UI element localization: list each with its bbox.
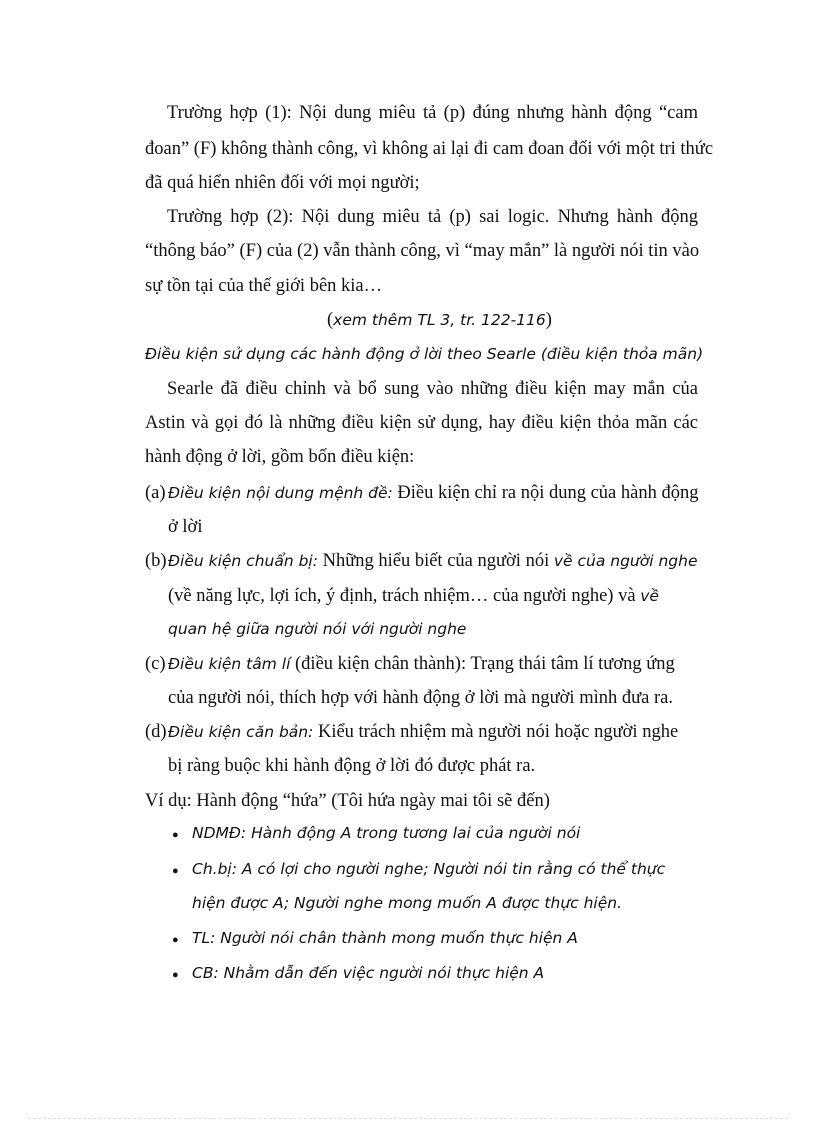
- reference-text: xem thêm TL 3, tr. 122-116: [333, 311, 546, 329]
- condition-c-text1: (điều kiện chân thành): Trạng thái tâm lí tương ứng: [290, 654, 675, 674]
- condition-b-text2a: (về năng lực, lợi ích, ý định, trách nhiệm… của người nghe) và: [168, 586, 641, 606]
- reference: [327, 311, 552, 330]
- bullet-icon: ●: [172, 969, 179, 981]
- condition-c-term: Điều kiện tâm lí: [168, 655, 291, 673]
- page-bottom-rule: [28, 1118, 788, 1119]
- para2-line1: Trường hợp (2): Nội dung miêu tả (p) sai logic. Nhưng hành động: [167, 207, 698, 227]
- bullet-icon: ●: [172, 829, 179, 841]
- para3-line2: Astin và gọi đó là những điều kiện sử dụng, hay điều kiện thỏa mãn các: [145, 413, 698, 433]
- condition-b-mark: (b): [145, 551, 167, 571]
- bullet-item-4: CB: Nhằm dẫn đến việc người nói thực hiện A: [192, 964, 545, 982]
- example-line: Ví dụ: Hành động “hứa” (Tôi hứa ngày mai tôi sẽ đến): [145, 791, 550, 811]
- condition-d-term: Điều kiện căn bản:: [168, 723, 314, 741]
- para2-line2: “thông báo” (F) của (2) vẫn thành công, vì “may mắn” là người nói tin vào: [145, 241, 700, 261]
- condition-b-text1a: Những hiểu biết của người nói: [317, 551, 554, 571]
- condition-b-text2b: về: [640, 587, 659, 605]
- bullet-item-1: NDMĐ: Hành động A trong tương lai của người nói: [192, 824, 581, 842]
- bullet-icon: ●: [172, 865, 179, 877]
- bullet-icon: ●: [172, 934, 179, 946]
- condition-b-term: Điều kiện chuẩn bị:: [168, 552, 318, 570]
- condition-c-line2: của người nói, thích hợp với hành động ở lời mà người mình đưa ra.: [168, 688, 673, 708]
- condition-b-line1: [168, 552, 697, 571]
- condition-a-mark: (a): [145, 483, 166, 503]
- para3-line3: hành động ở lời, gồm bốn điều kiện:: [145, 447, 415, 467]
- condition-b-line3: quan hệ giữa người nói với người nghe: [168, 620, 467, 638]
- condition-d-text1: Kiểu trách nhiệm mà người nói hoặc người nghe: [313, 722, 679, 742]
- condition-d-mark: (d): [145, 722, 167, 742]
- condition-a-line1: [168, 484, 698, 503]
- condition-b-line2: [168, 587, 659, 606]
- bullet-item-2-line1: Ch.bị: A có lợi cho người nghe; Người nói tin rằng có thể thực: [192, 860, 666, 878]
- condition-c-mark: (c): [145, 654, 166, 674]
- para1-line1: Trường hợp (1): Nội dung miêu tả (p) đúng nhưng hành động “cam: [167, 103, 698, 123]
- para2-line3: sự tồn tại của thế giới bên kia…: [145, 276, 383, 296]
- reference-close: ): [545, 310, 552, 330]
- para3-line1: Searle đã điều chỉnh và bổ sung vào những điều kiện may mắn của: [167, 379, 698, 399]
- condition-a-text1: Điều kiện chỉ ra nội dung của hành động: [392, 483, 699, 503]
- bullet-item-2-line2: hiện được A; Người nghe mong muốn A được thực hiện.: [192, 894, 623, 912]
- condition-a-term: Điều kiện nội dung mệnh đề:: [168, 484, 393, 502]
- bullet-item-3: TL: Người nói chân thành mong muốn thực hiện A: [192, 929, 578, 947]
- para1-line2: đoan” (F) không thành công, vì không ai lại đi cam đoan đối với một tri thức: [145, 139, 714, 159]
- condition-d-line1: [168, 723, 678, 742]
- section-heading: Điều kiện sử dụng các hành động ở lời theo Searle (điều kiện thỏa mãn): [145, 345, 704, 363]
- condition-a-line2: ở lời: [168, 517, 203, 537]
- para1-line3: đã quá hiển nhiên đối với mọi người;: [145, 173, 420, 193]
- condition-d-line2: bị ràng buộc khi hành động ở lời đó được phát ra.: [168, 756, 536, 776]
- condition-b-text1b: về của người nghe: [553, 552, 698, 570]
- condition-c-line1: [168, 655, 675, 674]
- reference-open: (: [327, 310, 334, 330]
